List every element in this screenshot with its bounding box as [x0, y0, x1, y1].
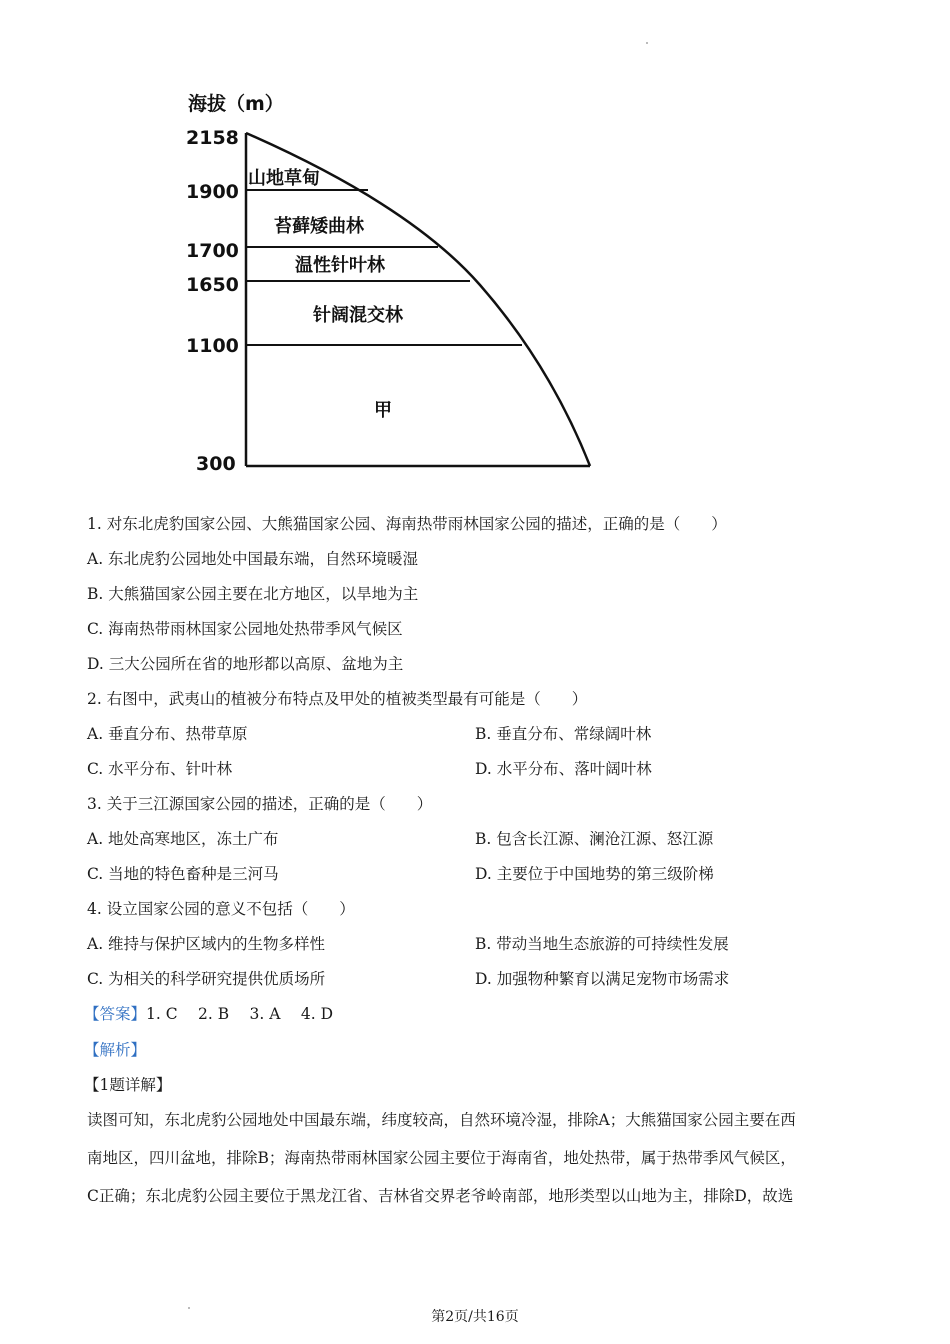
elevation-label: 300 — [196, 453, 236, 475]
elevation-label: 2158 — [186, 127, 239, 149]
question-3-option-a: A. 地处高寒地区，冻土广布 — [87, 830, 279, 848]
question-4-option-d: D. 加强物种繁育以满足宠物市场需求 — [475, 970, 730, 988]
zone-label: 甲 — [374, 400, 392, 421]
detail-line: 读图可知，东北虎豹公园地处中国最东端，纬度较高，自然环境冷湿，排除A；大熊猫国家公园主要在西 — [87, 1111, 796, 1129]
answer-text: 1. C 2. B 3. A 4. D — [146, 1005, 334, 1023]
question-2-option-d: D. 水平分布、落叶阔叶林 — [475, 760, 652, 778]
question-1-stem: 1. 对东北虎豹国家公园、大熊猫国家公园、海南热带雨林国家公园的描述，正确的是（ ） — [87, 515, 727, 533]
zone-label: 温性针叶林 — [295, 255, 385, 276]
analysis-tag: 【解析】 — [84, 1041, 147, 1059]
question-4-stem: 4. 设立国家公园的意义不包括（ ） — [87, 900, 355, 918]
question-3-stem: 3. 关于三江源国家公园的描述，正确的是（ ） — [87, 795, 433, 813]
elevation-label: 1650 — [186, 274, 239, 296]
elevation-label: 1900 — [186, 181, 239, 203]
question-2-option-a: A. 垂直分布、热带草原 — [87, 725, 248, 743]
mountain-profile-svg — [180, 85, 620, 480]
page-footer: 第2页/共16页 — [431, 1309, 519, 1325]
question-1-option-a: A. 东北虎豹公园地处中国最东端，自然环境暖湿 — [87, 550, 419, 568]
zone-label: 苔藓矮曲林 — [274, 216, 364, 237]
question-4-option-b: B. 带动当地生态旅游的可持续性发展 — [475, 935, 729, 953]
analysis-line — [84, 1040, 146, 1060]
detail-heading: 【1题详解】 — [84, 1076, 172, 1094]
question-4-option-a: A. 维持与保护区域内的生物多样性 — [87, 935, 326, 953]
elevation-label: 1100 — [186, 335, 239, 357]
zone-label: 针阔混交林 — [313, 305, 403, 326]
question-1-option-d: D. 三大公园所在省的地形都以高原、盆地为主 — [87, 655, 404, 673]
scan-speck — [188, 1307, 190, 1309]
question-3-option-b: B. 包含长江源、澜沧江源、怒江源 — [475, 830, 714, 848]
question-4-option-c: C. 为相关的科学研究提供优质场所 — [87, 970, 326, 988]
answer-line — [84, 1004, 333, 1024]
question-2-option-b: B. 垂直分布、常绿阔叶林 — [475, 725, 652, 743]
zone-label: 山地草甸 — [248, 168, 320, 189]
answer-tag: 【答案】 — [84, 1005, 147, 1023]
detail-line: 南地区，四川盆地，排除B；海南热带雨林国家公园主要位于海南省，地处热带，属于热带季风气候区， — [87, 1149, 796, 1167]
question-2-option-c: C. 水平分布、针叶林 — [87, 760, 233, 778]
question-3-option-c: C. 当地的特色畜种是三河马 — [87, 865, 279, 883]
question-1-option-b: B. 大熊猫国家公园主要在北方地区，以旱地为主 — [87, 585, 419, 603]
elevation-label: 1700 — [186, 240, 239, 262]
axis-title: 海拔（m） — [188, 93, 284, 115]
question-3-option-d: D. 主要位于中国地势的第三级阶梯 — [475, 865, 714, 883]
question-2-stem: 2. 右图中，武夷山的植被分布特点及甲处的植被类型最有可能是（ ） — [87, 690, 588, 708]
detail-line: C正确；东北虎豹公园主要位于黑龙江省、吉林省交界老爷岭南部，地形类型以山地为主，排除D，故选 — [87, 1187, 794, 1205]
vegetation-zone-diagram — [180, 85, 620, 480]
question-1-option-c: C. 海南热带雨林国家公园地处热带季风气候区 — [87, 620, 403, 638]
scan-speck — [646, 42, 648, 44]
